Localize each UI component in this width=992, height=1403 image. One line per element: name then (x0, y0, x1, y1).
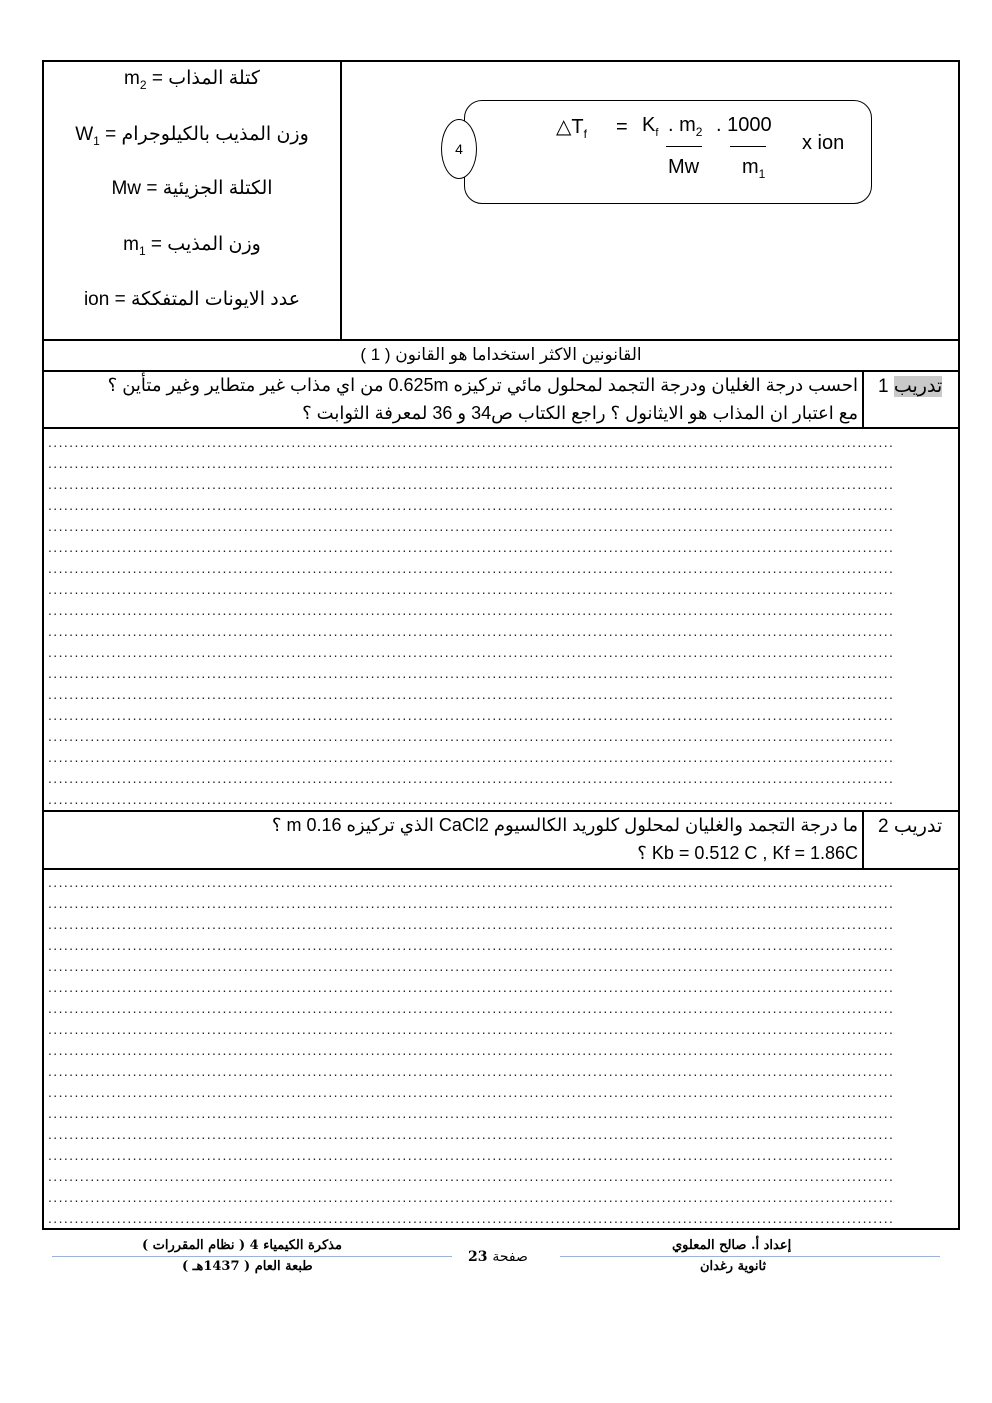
variable-symbol: $W_1$ (75, 124, 100, 148)
answer-dotted-line: ................................................................................................................................................................ (48, 1021, 895, 1037)
variable-row: عدد الايونات المتفككة = ion (83, 289, 301, 310)
variable-label: وزن المذيب (167, 234, 261, 255)
answer-dotted-line: ................................................................................................................................................................ (48, 1042, 895, 1058)
variable-row: الكتلة الجزيئية = Mw (111, 178, 273, 199)
divider-ex2-question (44, 868, 958, 870)
answer-dotted-line: ................................................................................................................................................................ (48, 497, 895, 513)
ex1-label-divider (862, 370, 864, 428)
formula-number-badge: 4 (441, 119, 477, 179)
answer-dotted-line: ................................................................................................................................................................ (48, 707, 895, 723)
variable-symbol: $m_1$ (123, 234, 146, 258)
answer-dotted-line: ................................................................................................................................................................ (48, 1063, 895, 1079)
answer-dotted-line: ................................................................................................................................................................ (48, 1147, 895, 1163)
footer-line-left (52, 1256, 452, 1257)
answer-dotted-line: ................................................................................................................................................................ (48, 979, 895, 995)
answer-dotted-line: ................................................................................................................................................................ (48, 581, 895, 597)
answer-dotted-line: ................................................................................................................................................................ (48, 874, 895, 890)
variable-row: وزن المذيب بالكيلوجرام = $W_1$ (75, 124, 309, 148)
answer-dotted-line: ................................................................................................................................................................ (48, 560, 895, 576)
answer-dotted-line: ................................................................................................................................................................ (48, 665, 895, 681)
answer-dotted-line: ................................................................................................................................................................ (48, 791, 895, 806)
fraction-bar-m1 (730, 146, 766, 147)
divider-law-row (44, 370, 958, 372)
answer-dotted-line: ................................................................................................................................................................ (48, 623, 895, 639)
exercise-1-line-2: مع اعتبار ان المذاب هو الايثانول ؟ راجع الكتاب ص34 و 36 لمعرفة الثوابت ؟ (302, 403, 858, 423)
divider-top-row (44, 339, 958, 341)
variable-label: وزن المذيب بالكيلوجرام (121, 124, 309, 145)
variable-row: وزن المذيب = $m_1$ (123, 234, 261, 258)
answer-dotted-line: ................................................................................................................................................................ (48, 518, 895, 534)
answer-dotted-line: ................................................................................................................................................................ (48, 1126, 895, 1142)
answer-dotted-line: ................................................................................................................................................................ (48, 434, 895, 450)
footer-book-title: مذكرة الكيمياء 4 ( نظام المقررات ) (142, 1238, 342, 1253)
answer-dotted-line: ................................................................................................................................................................ (48, 916, 895, 932)
formula-numerator-1000: . 1000 (716, 114, 772, 136)
answer-dotted-line: ................................................................................................................................................................ (48, 1189, 895, 1205)
answer-dotted-line: ................................................................................................................................................................ (48, 686, 895, 702)
answer-dotted-line: ................................................................................................................................................................ (48, 539, 895, 555)
variable-symbol: $m_2$ (124, 68, 147, 92)
answer-dotted-line: ................................................................................................................................................................ (48, 728, 895, 744)
formula-times-ion: x ion (802, 132, 845, 154)
top-column-divider (340, 62, 342, 340)
formula-equals: = (616, 116, 628, 138)
answer-dotted-line: ................................................................................................................................................................ (48, 476, 895, 492)
answer-dotted-line: ................................................................................................................................................................ (48, 1000, 895, 1016)
variable-label: كتلة المذاب (168, 68, 260, 89)
formula-kf: $K_f$ (642, 114, 659, 139)
formula-denominator-m1: $m_1$ (742, 156, 766, 181)
worksheet-frame (42, 60, 960, 1230)
variable-symbol: ion (83, 289, 110, 310)
exercise-2-label: تدريب 2 (878, 816, 943, 837)
answer-dotted-line: ................................................................................................................................................................ (48, 602, 895, 618)
divider-ex1-question (44, 427, 958, 429)
footer-school: ثانوية رغدان (700, 1259, 767, 1274)
answer-dotted-line: ................................................................................................................................................................ (48, 1168, 895, 1184)
exercise-2-line-2: Kb = 0.512 C , Kf = 1.86C ؟ (637, 843, 858, 863)
answer-dotted-line: ................................................................................................................................................................ (48, 1210, 895, 1226)
exercise-1-answer-lines[interactable] (48, 432, 944, 806)
fraction-bar-mw (666, 146, 702, 147)
answer-dotted-line: ................................................................................................................................................................ (48, 937, 895, 953)
divider-ex1-answer (44, 810, 958, 812)
formula-denominator-mw: Mw (668, 156, 700, 178)
formula-numerator-m2: . $m_2$ (668, 114, 703, 139)
answer-dotted-line: ................................................................................................................................................................ (48, 770, 895, 786)
footer-line-right (560, 1256, 940, 1257)
footer-page: صفحة 23 (468, 1249, 528, 1265)
exercise-2-line-1: ما درجة التجمد والغليان لمحلول كلوريد الكالسيوم CaCl2 الذي تركيزه 0.16 m ؟ (271, 815, 858, 835)
formula-delta-tf: $\triangle T_f$ (556, 116, 587, 141)
answer-dotted-line: ................................................................................................................................................................ (48, 749, 895, 765)
answer-dotted-line: ................................................................................................................................................................ (48, 958, 895, 974)
footer-edition: طبعة العام ( 1437هـ ) (182, 1259, 313, 1274)
exercise-1-label: تدريب 1 (878, 376, 943, 397)
answer-dotted-line: ................................................................................................................................................................ (48, 455, 895, 471)
variable-symbol: Mw (111, 178, 142, 199)
answer-dotted-line: ................................................................................................................................................................ (48, 1084, 895, 1100)
footer-author: إعداد أ. صالح المعلوي (672, 1238, 792, 1253)
variable-row: كتلة المذاب = $m_2$ (124, 68, 260, 92)
answer-dotted-line: ................................................................................................................................................................ (48, 644, 895, 660)
answer-dotted-line: ................................................................................................................................................................ (48, 1105, 895, 1121)
variable-label: عدد الايونات المتفككة (130, 289, 301, 310)
variable-label: الكتلة الجزيئية (162, 178, 273, 199)
ex2-label-divider (862, 810, 864, 869)
exercise-1-line-1: احسب درجة الغليان ودرجة التجمد لمحلول مائي تركيزه 0.625m من اي مذاب غير متطاير وغير متأين ؟ (107, 375, 858, 395)
law-note: القانونين الاكثر استخداما هو القانون ( 1 ) (360, 345, 642, 364)
exercise-2-answer-lines[interactable] (48, 872, 944, 1228)
answer-dotted-line: ................................................................................................................................................................ (48, 895, 895, 911)
